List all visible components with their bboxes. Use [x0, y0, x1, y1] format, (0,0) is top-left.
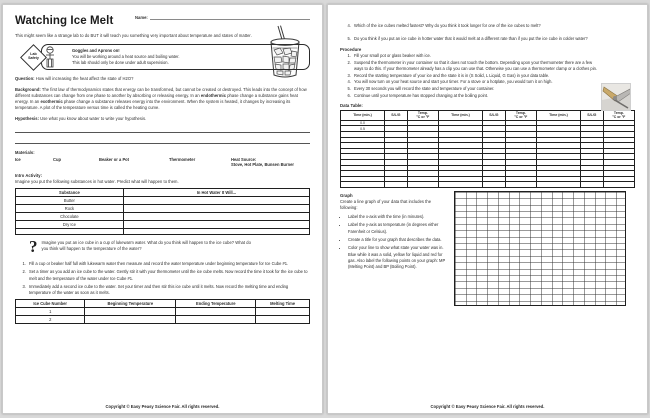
substance-prediction-table — [15, 188, 310, 235]
cell-blank-r12-c2[interactable] — [385, 182, 408, 188]
header-state-2: S/L/G — [482, 110, 505, 120]
materials-label: Materials: — [15, 149, 35, 155]
left-step-2: 2. Set a timer as you add an ice cube to the water. Gently stir it with your thermometer until the ice cube melts. Now record the time it took for the ice cube to melt and the temperature of the water under Ice Cube #1. — [27, 269, 310, 281]
background-part-3: phase change a substance releases energy into the environment. When the system is heated, it changes by increasing its temperature. A plot of the temperature versus time is called the heating curve. — [15, 98, 291, 110]
materials-row — [15, 157, 310, 167]
material-ice: Ice — [15, 156, 21, 162]
table-header-row — [341, 110, 635, 120]
table-row — [16, 228, 310, 234]
header-state-1: S/L/G — [385, 110, 408, 120]
prompt-text: Imagine you put an ice cube in a cup of lukewarm water. What do you think will happen to the ice cube? What do you think will happen to the temperature of the water? — [41, 240, 251, 252]
heat-source-value: Stove, Hot Plate, Bunsen Burner — [231, 161, 295, 167]
cell-answer-dry-ice[interactable] — [123, 220, 309, 228]
cell-substance-butter: Butter — [16, 196, 124, 204]
procedure-step-4: 4. You will now turn on your heat source and start your timer. For a stove or a hotplate, you would turn it on high. — [352, 79, 635, 85]
hypothesis-write-line-2[interactable] — [15, 135, 310, 144]
procedure-step-5: 5. Every 30 seconds you will record the state and temperature of your container. — [352, 86, 635, 92]
graph-bullet-3: • Create a title for your graph that describes the data. — [348, 237, 448, 243]
cell-melt-time-1[interactable] — [256, 307, 310, 315]
cell-blank-r12-c8[interactable] — [580, 182, 603, 188]
safety-line-1: You will be working around a heat source and boiling water. — [72, 54, 180, 60]
question-text: How will increasing the heat affect the state of H2O? — [34, 76, 134, 82]
background-bold-endothermic: endothermic — [200, 92, 227, 98]
question-mark-icon: ? — [29, 237, 38, 257]
goggles-person-icon — [43, 46, 57, 70]
cell-cube-number-1: 1 — [16, 307, 85, 315]
cell-blank-r12-c7[interactable] — [536, 182, 580, 188]
left-step-1: 1. Fill a cup or beaker half full with lukewarm water then measure and record the water temperature under beginning temperature for Ice Cube #1. — [27, 261, 310, 267]
cell-blank-r12-c4[interactable] — [438, 182, 482, 188]
worksheet-page-2 — [327, 4, 648, 414]
cell-melt-time-2[interactable] — [256, 315, 310, 323]
header-melting-time: Melting Time — [256, 299, 310, 307]
material-beaker: Beaker or a Pot — [99, 156, 130, 162]
table-row — [16, 220, 310, 228]
graph-bullet-4: • Color your line to show what state your water was in. Blue while it was a solid, yellow for liquid and red for gas. Also label the following points on your graph: MP (Melting Point) and BP (Boiling Point). — [348, 245, 448, 270]
background-bold-exothermic: exothermic — [40, 98, 63, 104]
intro-paragraph: This might seem like a strange lab to do BUT it will teach you something very important about temperature and states of matter. — [15, 33, 252, 38]
intro-activity-label: Intro Activity: — [15, 172, 42, 178]
table-row — [16, 204, 310, 212]
heat-source-label: Heat Source: — [231, 156, 257, 162]
procedure-list — [340, 53, 635, 98]
procedure-step-3: 3. Record the starting temperature of your ice and the state it is in (S Solid, L Liquid, G Gas) in your data table. — [352, 73, 635, 79]
cell-blank-r12-c5[interactable] — [482, 182, 505, 188]
lab-safety-badge — [18, 45, 62, 71]
ice-cube-data-table — [15, 299, 310, 324]
cell-end-temp-2[interactable] — [176, 315, 256, 323]
hypothesis-write-line-1[interactable] — [15, 124, 310, 133]
graph-bullet-list — [340, 214, 448, 271]
header-state-3: S/L/G — [580, 110, 603, 120]
cell-end-temp-1[interactable] — [176, 307, 256, 315]
header-time-1: Time (min.) — [341, 110, 385, 120]
background-part-1: The first law of thermodynamics states that energy can be transformed, but cannot be created or destroyed. This leads into the concept of how different substances can change from one phase to another by absorbing or releasing energy. In an — [15, 86, 307, 98]
graph-heading: Graph — [340, 192, 353, 198]
lab-safety-box — [28, 44, 310, 70]
header-temp-line1-c: Temp. — [613, 111, 624, 116]
procedure-heading: Procedure — [340, 47, 362, 53]
header-time-2: Time (min.) — [438, 110, 482, 120]
header-time-3: Time (min.) — [536, 110, 580, 120]
cell-substance-blank[interactable] — [16, 228, 124, 234]
right-question-4: 4. Which of the ice cubes melted fastest? Why do you think it took longer for one of the ice cubes to melt? — [352, 23, 635, 29]
header-temp-1 — [407, 110, 438, 120]
cell-blank-r12-c3[interactable] — [407, 182, 438, 188]
procedure-step-6: 6. Continue until your temperature has stopped changing at the boiling point. — [352, 93, 635, 99]
hypothesis-text: Use what you know about water to write your hypothesis. — [38, 115, 147, 121]
name-write-line[interactable] — [150, 15, 310, 20]
cell-cube-number-2: 2 — [16, 315, 85, 323]
cell-time-0.5: 0.5 — [341, 126, 385, 132]
cell-begin-temp-1[interactable] — [85, 307, 176, 315]
background-label: Background: — [15, 86, 41, 92]
header-temp-line1-a: Temp. — [417, 111, 428, 116]
cell-answer-rock[interactable] — [123, 204, 309, 212]
graph-bullet-1: • Label the x-axis with the time (in minutes). — [348, 214, 448, 220]
left-step-3: 3. Immediately add a second ice cube to the water. Set your timer and then stir this ice cube until it melts. Now record the melting time and ending temperature of the water as soon as it melts. — [27, 284, 310, 296]
header-temp-line2-c: °C or °F — [612, 115, 626, 120]
header-in-hot-water: In Hot Water It Will... — [123, 188, 309, 196]
header-temp-line2-b: °C or °F — [514, 115, 528, 120]
graph-instructions — [340, 191, 448, 306]
name-field-row[interactable] — [135, 15, 310, 20]
material-thermometer: Thermometer — [169, 156, 196, 162]
name-label: Name: — [135, 15, 148, 20]
header-ice-cube-number: Ice Cube Number — [16, 299, 85, 307]
cell-answer-butter[interactable] — [123, 196, 309, 204]
safety-line-2: This lab should only be done under adult supervision. — [72, 60, 169, 66]
graph-intro: Create a line graph of your data that includes the following: — [340, 198, 432, 210]
cell-blank-r12-c9[interactable] — [603, 182, 634, 188]
background-paragraph — [15, 87, 310, 111]
hypothesis-paragraph — [15, 116, 310, 122]
question-label: Question: — [15, 76, 35, 82]
prompt-block — [29, 237, 310, 257]
hypothesis-label: Hypothesis: — [15, 115, 39, 121]
header-substance: Substance — [16, 188, 124, 196]
copyright-notice-page-1: Copyright © Easy Peasy Science Fair. All rights reserved. — [105, 404, 220, 409]
cell-substance-dry-ice: Dry Ice — [16, 220, 124, 228]
worksheet-page-1 — [2, 4, 323, 414]
background-part-2: phase change a substance gains heat energy. In an — [15, 92, 298, 104]
cell-substance-rock: Rock — [16, 204, 124, 212]
procedure-step-2: 2. Suspend the thermometer in your container so that it does not touch the bottom. Depending upon your thermometer there are a few ways to do this. If your thermometer already has a clip you can use that. Otherwise you can use a thermometer clamp or a clothes pin. — [352, 60, 635, 72]
temperature-data-table — [340, 110, 635, 188]
cell-answer-blank[interactable] — [123, 228, 309, 234]
intro-activity-instruction: Imagine you put the following substances in hot water. Predict what will happen to them. — [15, 178, 179, 184]
header-temp-line2-a: °C or °F — [416, 115, 430, 120]
table-body — [341, 120, 635, 187]
badge-line-2: Safety — [28, 56, 39, 61]
header-temp-line1-b: Temp. — [515, 111, 526, 116]
header-temp-2 — [505, 110, 536, 120]
cell-blank-r12-c6[interactable] — [505, 182, 536, 188]
cell-time-0.0: 0.0 — [341, 120, 385, 126]
page-title: Watching Ice Melt — [15, 15, 114, 27]
header-ending-temperature: Ending Temperature — [176, 299, 256, 307]
safety-heading: Goggles and Aprons on! — [72, 48, 120, 54]
header-temp-3 — [603, 110, 634, 120]
cell-substance-chocolate: Chocolate — [16, 212, 124, 220]
table-header-row — [16, 299, 310, 307]
material-cup: Cup — [53, 156, 61, 162]
cell-blank-r12-c1[interactable] — [341, 182, 385, 188]
badge-line-1: Lab — [30, 51, 37, 56]
table-row — [16, 196, 310, 204]
table-row — [341, 182, 635, 188]
copyright-notice-page-2: Copyright © Easy Peasy Science Fair. All rights reserved. — [430, 404, 545, 409]
cell-begin-temp-2[interactable] — [85, 315, 176, 323]
cell-answer-chocolate[interactable] — [123, 212, 309, 220]
procedure-step-1: 1. Fill your small pot or glass beaker with ice. — [352, 53, 635, 59]
table-row — [16, 307, 310, 315]
continued-questions-list — [340, 23, 635, 42]
header-beginning-temperature: Beginning Temperature — [85, 299, 176, 307]
right-question-5: 5. Do you think if you put an ice cube in hotter water that it would melt at a different rate than if you put the ice cube in colder water? — [352, 36, 635, 42]
thermometer-clamp-photo — [601, 83, 631, 111]
material-heat-source — [231, 157, 310, 167]
data-table-label: Data Table: — [340, 102, 363, 108]
left-steps-list — [15, 261, 310, 297]
table-row — [16, 212, 310, 220]
blank-graph-grid[interactable] — [454, 191, 626, 306]
table-row — [16, 315, 310, 323]
graph-bullet-2: • Label the y-axis as temperature (in degrees either Farenheit or Celsius). — [348, 222, 448, 235]
table-header-row — [16, 188, 310, 196]
graph-section — [340, 191, 635, 306]
